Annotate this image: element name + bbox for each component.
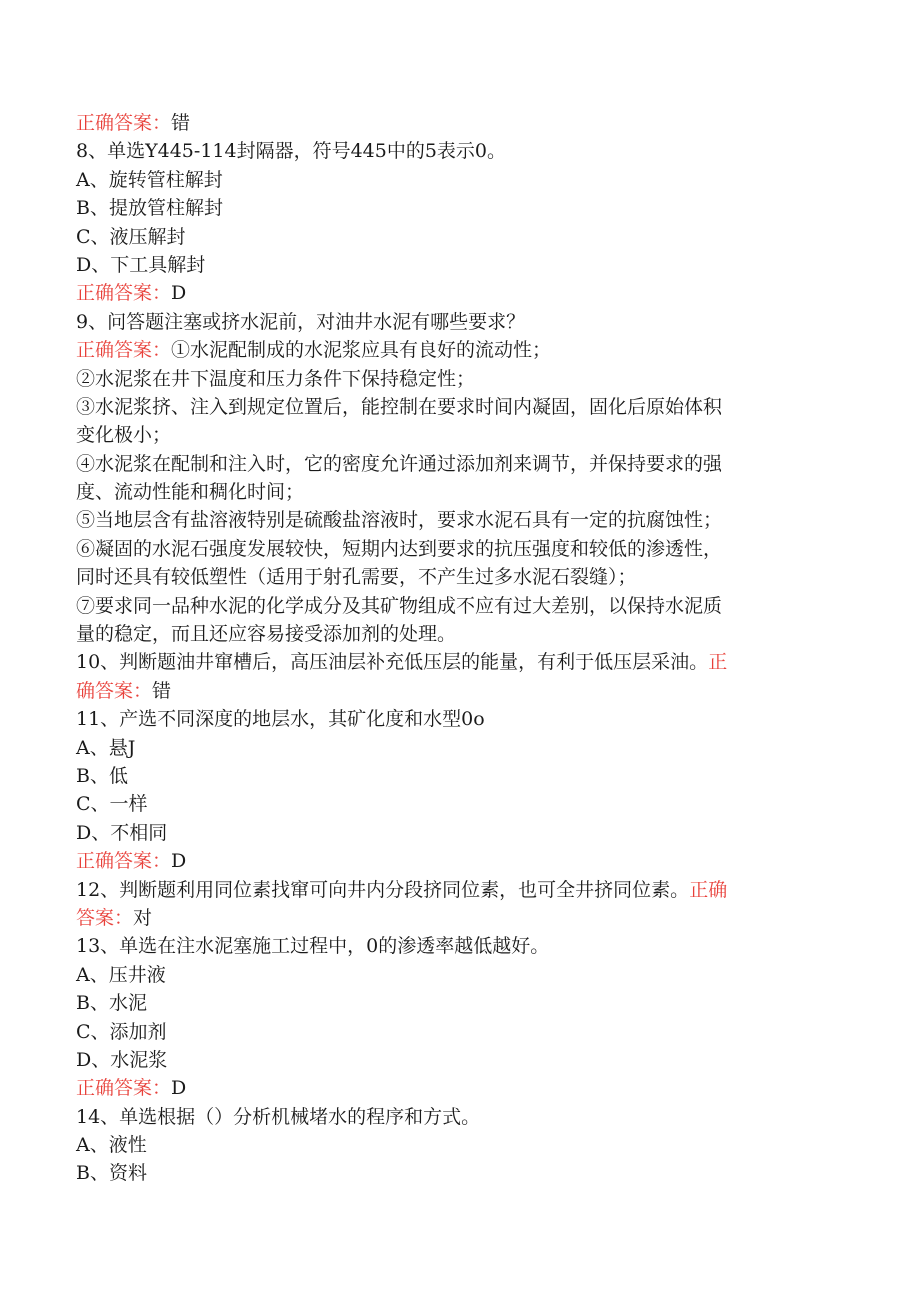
line-text: C、一样 [76,793,148,816]
text-line [76,109,818,137]
text-line [76,336,818,364]
text-line [76,847,818,875]
line-text: D、水泥浆 [76,1048,168,1071]
line-text: A、液性 [76,1134,147,1157]
question-text-block [76,109,818,1188]
text-line [76,876,818,904]
text-line [76,450,818,478]
line-text: B、低 [76,764,128,787]
line-text: 对 [133,906,153,929]
line-text: A、压井液 [76,963,166,986]
line-text: 变化极小； [76,424,172,447]
answer-label: 正确 [689,878,728,901]
text-line [76,421,818,449]
line-text: 错 [152,679,172,702]
line-text: A、悬J [76,736,136,759]
answer-label: 正确答案： [76,850,172,873]
line-text: C、添加剂 [76,1020,167,1043]
line-text: 13、单选在注水泥塞施工过程中，0的渗透率越低越好。 [76,935,550,958]
line-text: 错 [171,112,191,134]
line-text: ④水泥浆在配制和注入时，它的密度允许通过添加剂来调节，并保持要求的强 [76,452,723,475]
text-line [76,506,818,534]
text-line [76,705,818,733]
text-line [76,279,818,307]
line-text: 11、产选不同深度的地层水，其矿化度和水型0o [76,708,485,731]
line-text: 12、判断题利用同位素找窜可向井内分段挤同位素，也可全井挤同位素。 [76,878,690,901]
line-text: D [171,850,187,873]
line-text: D [171,282,187,305]
text-line [76,677,818,705]
answer-label: 答案： [76,906,134,929]
text-line [76,904,818,932]
text-line [76,137,818,165]
text-line [76,478,818,506]
text-line [76,932,818,960]
text-line [76,790,818,818]
line-text: ⑤当地层含有盐溶液特别是硫酸盐溶液时，要求水泥石具有一定的抗腐蚀性； [76,509,723,532]
line-text: B、提放管柱解封 [76,197,223,220]
line-text: D、不相同 [76,821,168,844]
text-line [76,1131,818,1159]
text-line [76,762,818,790]
line-text: 14、单选根据（）分析机械堵水的程序和方式。 [76,1105,481,1128]
line-text: 量的稳定，而且还应容易接受添加剂的处理。 [76,623,457,646]
text-line [76,648,818,676]
line-text: D [171,1077,187,1100]
answer-label: 正确答案： [76,282,172,305]
line-text: B、水泥 [76,992,147,1015]
line-text: B、资料 [76,1162,147,1185]
text-line [76,1046,818,1074]
line-text: 同时还具有较低塑性（适用于射孔需要，不产生过多水泥石裂缝）； [76,566,637,589]
text-line [76,1074,818,1102]
line-text: ⑥凝固的水泥石强度发展较快，短期内达到要求的抗压强度和较低的渗透性， [76,537,723,560]
answer-label: 正确答案： [76,112,172,134]
text-line [76,194,818,222]
line-text: D、下工具解封 [76,253,206,276]
line-text: ⑦要求同一品种水泥的化学成分及其矿物组成不应有过大差别，以保持水泥质 [76,594,723,617]
line-text: 10、判断题油井窜槽后，高压油层补充低压层的能量，有利于低压层采油。 [76,651,709,674]
line-text: A、旋转管柱解封 [76,168,223,191]
answer-label: 正 [708,651,728,674]
text-line [76,1103,818,1131]
text-line [76,819,818,847]
answer-label: 正确答案： [76,339,172,362]
line-text: 度、流动性能和稠化时间； [76,481,305,504]
answer-label: 确答案： [76,679,153,702]
line-text: ①水泥配制成的水泥浆应具有良好的流动性； [171,339,552,362]
text-line [76,308,818,336]
text-line [76,393,818,421]
answer-label: 正确答案： [76,1077,172,1100]
text-line [76,734,818,762]
text-line [76,1159,818,1187]
line-text: 9、问答题注塞或挤水泥前，对油井水泥有哪些要求？ [76,310,526,333]
text-line [76,961,818,989]
text-line [76,365,818,393]
text-line [76,989,818,1017]
text-line [76,563,818,591]
text-line [76,223,818,251]
text-line [76,251,818,279]
line-text: ③水泥浆挤、注入到规定位置后，能控制在要求时间内凝固，固化后原始体积 [76,395,723,418]
text-line [76,166,818,194]
line-text: ②水泥浆在井下温度和压力条件下保持稳定性； [76,367,476,390]
line-text: C、液压解封 [76,225,186,248]
line-text: 8、单选Y445-114封隔器，符号445中的5表示0。 [76,140,507,163]
text-line [76,592,818,620]
text-line [76,1018,818,1046]
text-line [76,535,818,563]
text-line [76,620,818,648]
